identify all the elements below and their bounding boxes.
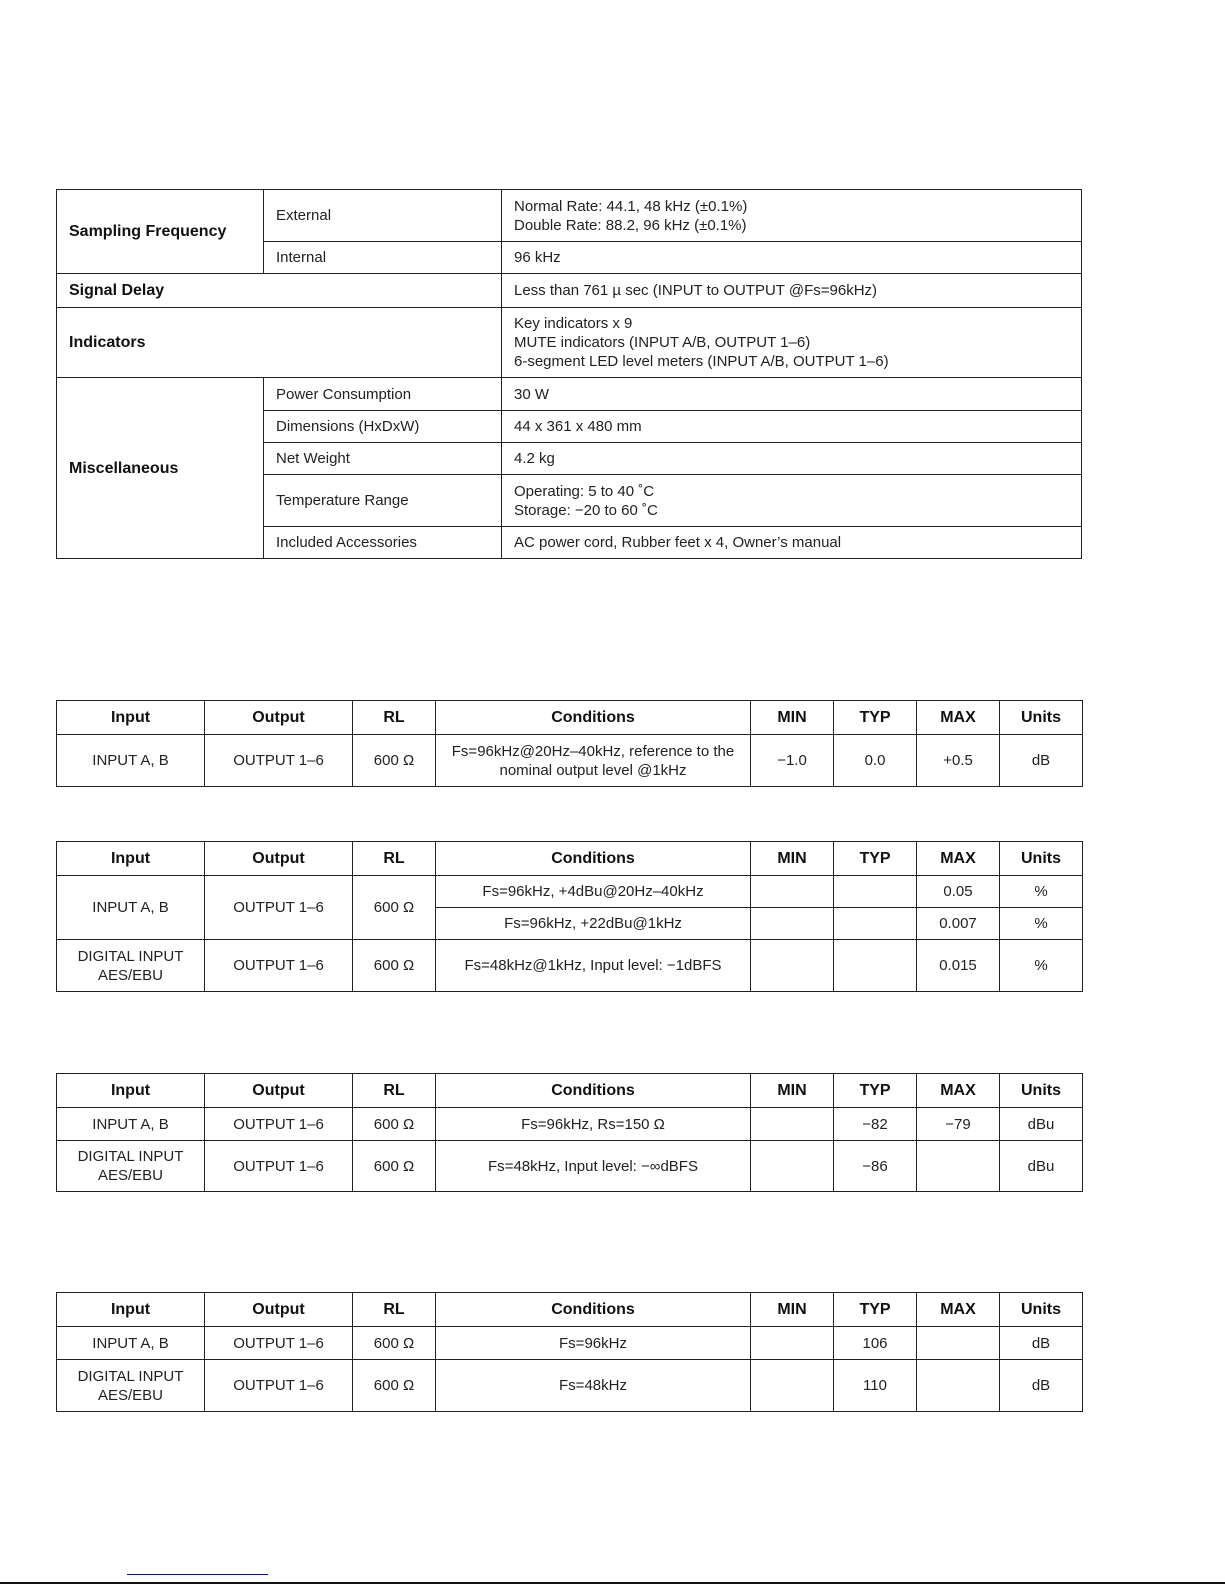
table-cell: 0.007 bbox=[917, 908, 1000, 940]
table-cell: OUTPUT 1–6 bbox=[205, 1327, 353, 1360]
table-cell bbox=[751, 1360, 834, 1412]
column-header: TYP bbox=[834, 842, 917, 876]
link-underline bbox=[127, 1574, 268, 1575]
column-header: Conditions bbox=[436, 842, 751, 876]
value-line: 6-segment LED level meters (INPUT A/B, OUTPUT 1–6) bbox=[514, 353, 889, 370]
value bbox=[502, 527, 1082, 559]
frequency-response-table bbox=[56, 700, 1083, 787]
table-cell: Fs=96kHz bbox=[436, 1327, 751, 1360]
table-cell bbox=[751, 876, 834, 908]
table-cell bbox=[751, 1327, 834, 1360]
table-cell: 600 Ω bbox=[353, 876, 436, 940]
table-cell: % bbox=[1000, 908, 1083, 940]
table-cell: Fs=48kHz, Input level: −∞dBFS bbox=[436, 1141, 751, 1192]
table-cell: −1.0 bbox=[751, 735, 834, 787]
table-cell: 600 Ω bbox=[353, 1141, 436, 1192]
column-header: Output bbox=[205, 701, 353, 735]
table-row bbox=[57, 876, 1083, 908]
table-cell: 600 Ω bbox=[353, 1360, 436, 1412]
table-cell: OUTPUT 1–6 bbox=[205, 1360, 353, 1412]
sub-label: Dimensions (HxDxW) bbox=[264, 411, 502, 443]
table-cell: −82 bbox=[834, 1108, 917, 1141]
column-header: Units bbox=[1000, 1293, 1083, 1327]
table-cell: INPUT A, B bbox=[57, 876, 205, 940]
table-cell: Fs=96kHz, Rs=150 Ω bbox=[436, 1108, 751, 1141]
sub-label: Power Consumption bbox=[264, 378, 502, 411]
table-cell: DIGITAL INPUT AES/EBU bbox=[57, 940, 205, 992]
header-row bbox=[57, 1293, 1083, 1327]
table-cell: dB bbox=[1000, 1327, 1083, 1360]
column-header: TYP bbox=[834, 1293, 917, 1327]
value-line: Key indicators x 9 bbox=[514, 315, 633, 332]
sub-label: Temperature Range bbox=[264, 475, 502, 527]
table-cell: dB bbox=[1000, 735, 1083, 787]
table-cell: OUTPUT 1–6 bbox=[205, 940, 353, 992]
table-cell: dB bbox=[1000, 1360, 1083, 1412]
header-row bbox=[57, 701, 1083, 735]
table-cell: Fs=48kHz@1kHz, Input level: −1dBFS bbox=[436, 940, 751, 992]
column-header: Output bbox=[205, 1293, 353, 1327]
table-cell bbox=[834, 940, 917, 992]
table-cell: 0.05 bbox=[917, 876, 1000, 908]
value bbox=[502, 411, 1082, 443]
table-cell: 106 bbox=[834, 1327, 917, 1360]
column-header: Conditions bbox=[436, 1074, 751, 1108]
table-row bbox=[57, 1360, 1083, 1412]
column-header: Conditions bbox=[436, 1293, 751, 1327]
column-header: MIN bbox=[751, 701, 834, 735]
column-header: Input bbox=[57, 1074, 205, 1108]
row-label: Miscellaneous bbox=[57, 378, 264, 559]
table-cell: +0.5 bbox=[917, 735, 1000, 787]
sub-label: External bbox=[264, 190, 502, 242]
column-header: MIN bbox=[751, 842, 834, 876]
thd-table bbox=[56, 841, 1083, 992]
table-cell: DIGITAL INPUT AES/EBU bbox=[57, 1141, 205, 1192]
sub-label: Net Weight bbox=[264, 443, 502, 475]
column-header: Units bbox=[1000, 1074, 1083, 1108]
table-cell: −86 bbox=[834, 1141, 917, 1192]
table-cell: dBu bbox=[1000, 1141, 1083, 1192]
table-cell: INPUT A, B bbox=[57, 1108, 205, 1141]
table-cell: INPUT A, B bbox=[57, 1327, 205, 1360]
value bbox=[502, 475, 1082, 527]
table-cell: −79 bbox=[917, 1108, 1000, 1141]
table-row bbox=[57, 1327, 1083, 1360]
value: 96 kHz bbox=[502, 242, 1082, 274]
column-header: Units bbox=[1000, 842, 1083, 876]
column-header: RL bbox=[353, 1293, 436, 1327]
table-row bbox=[57, 735, 1083, 787]
table-cell: INPUT A, B bbox=[57, 735, 205, 787]
table-row bbox=[57, 378, 1082, 411]
value: Less than 761 µ sec (INPUT to OUTPUT @Fs=96kHz) bbox=[502, 274, 1082, 308]
table-row bbox=[57, 274, 1082, 308]
table-cell bbox=[834, 876, 917, 908]
column-header: MAX bbox=[917, 1293, 1000, 1327]
table-cell bbox=[834, 908, 917, 940]
column-header: Units bbox=[1000, 701, 1083, 735]
header-row bbox=[57, 1074, 1083, 1108]
table-cell bbox=[917, 1327, 1000, 1360]
general-spec-table bbox=[56, 189, 1082, 559]
value bbox=[502, 443, 1082, 475]
table-cell: % bbox=[1000, 940, 1083, 992]
column-header: MAX bbox=[917, 1074, 1000, 1108]
table-cell: OUTPUT 1–6 bbox=[205, 876, 353, 940]
table-row bbox=[57, 1141, 1083, 1192]
column-header: MIN bbox=[751, 1074, 834, 1108]
table-cell bbox=[917, 1360, 1000, 1412]
column-header: Conditions bbox=[436, 701, 751, 735]
column-header: TYP bbox=[834, 701, 917, 735]
column-header: Output bbox=[205, 842, 353, 876]
value bbox=[502, 378, 1082, 411]
table-cell: 600 Ω bbox=[353, 735, 436, 787]
column-header: RL bbox=[353, 701, 436, 735]
sub-label: Internal bbox=[264, 242, 502, 274]
value-line: Storage: −20 to 60 ˚C bbox=[514, 501, 658, 519]
table-cell: 600 Ω bbox=[353, 1108, 436, 1141]
table-row bbox=[57, 940, 1083, 992]
column-header: RL bbox=[353, 842, 436, 876]
table-cell: Fs=96kHz@20Hz–40kHz, reference to the nominal output level @1kHz bbox=[436, 735, 751, 787]
value-line: 4.2 kg bbox=[514, 450, 555, 467]
row-label: Sampling Frequency bbox=[57, 190, 264, 274]
table-cell: OUTPUT 1–6 bbox=[205, 1108, 353, 1141]
value-line: 30 W bbox=[514, 385, 550, 403]
column-header: Input bbox=[57, 701, 205, 735]
table-cell bbox=[751, 1108, 834, 1141]
header-row bbox=[57, 842, 1083, 876]
table-cell bbox=[751, 1141, 834, 1192]
value-line: AC power cord, Rubber feet x 4, Owner’s manual bbox=[514, 534, 842, 551]
value-line: 44 x 361 x 480 mm bbox=[514, 418, 642, 435]
value bbox=[502, 190, 1082, 242]
table-cell bbox=[751, 940, 834, 992]
column-header: Input bbox=[57, 842, 205, 876]
table-cell: 0.0 bbox=[834, 735, 917, 787]
table-cell: % bbox=[1000, 876, 1083, 908]
hum-noise-table bbox=[56, 1073, 1083, 1192]
column-header: MAX bbox=[917, 842, 1000, 876]
column-header: Input bbox=[57, 1293, 205, 1327]
column-header: MAX bbox=[917, 701, 1000, 735]
table-row bbox=[57, 308, 1082, 378]
value-line: Operating: 5 to 40 ˚C bbox=[514, 482, 655, 500]
table-cell bbox=[751, 908, 834, 940]
table-cell: OUTPUT 1–6 bbox=[205, 1141, 353, 1192]
table-cell: Fs=96kHz, +4dBu@20Hz–40kHz bbox=[436, 876, 751, 908]
table-cell: 110 bbox=[834, 1360, 917, 1412]
table-cell: dBu bbox=[1000, 1108, 1083, 1141]
table-cell: Fs=96kHz, +22dBu@1kHz bbox=[436, 908, 751, 940]
value bbox=[502, 308, 1082, 378]
column-header: MIN bbox=[751, 1293, 834, 1327]
table-cell: 0.015 bbox=[917, 940, 1000, 992]
sub-label: Included Accessories bbox=[264, 527, 502, 559]
value-line: MUTE indicators (INPUT A/B, OUTPUT 1–6) bbox=[514, 334, 811, 351]
table-cell: OUTPUT 1–6 bbox=[205, 735, 353, 787]
table-cell: 600 Ω bbox=[353, 1327, 436, 1360]
dynamic-range-table bbox=[56, 1292, 1083, 1412]
column-header: TYP bbox=[834, 1074, 917, 1108]
table-cell: Fs=48kHz bbox=[436, 1360, 751, 1412]
value-line: Normal Rate: 44.1, 48 kHz (±0.1%) bbox=[514, 197, 748, 215]
row-label: Signal Delay bbox=[57, 274, 502, 308]
table-cell bbox=[917, 1141, 1000, 1192]
column-header: RL bbox=[353, 1074, 436, 1108]
table-cell: DIGITAL INPUT AES/EBU bbox=[57, 1360, 205, 1412]
table-cell: 600 Ω bbox=[353, 940, 436, 992]
row-label: Indicators bbox=[57, 308, 502, 378]
column-header: Output bbox=[205, 1074, 353, 1108]
table-row bbox=[57, 1108, 1083, 1141]
value-line: Double Rate: 88.2, 96 kHz (±0.1%) bbox=[514, 216, 747, 234]
table-row bbox=[57, 190, 1082, 242]
page-bottom-rule bbox=[0, 1582, 1225, 1584]
